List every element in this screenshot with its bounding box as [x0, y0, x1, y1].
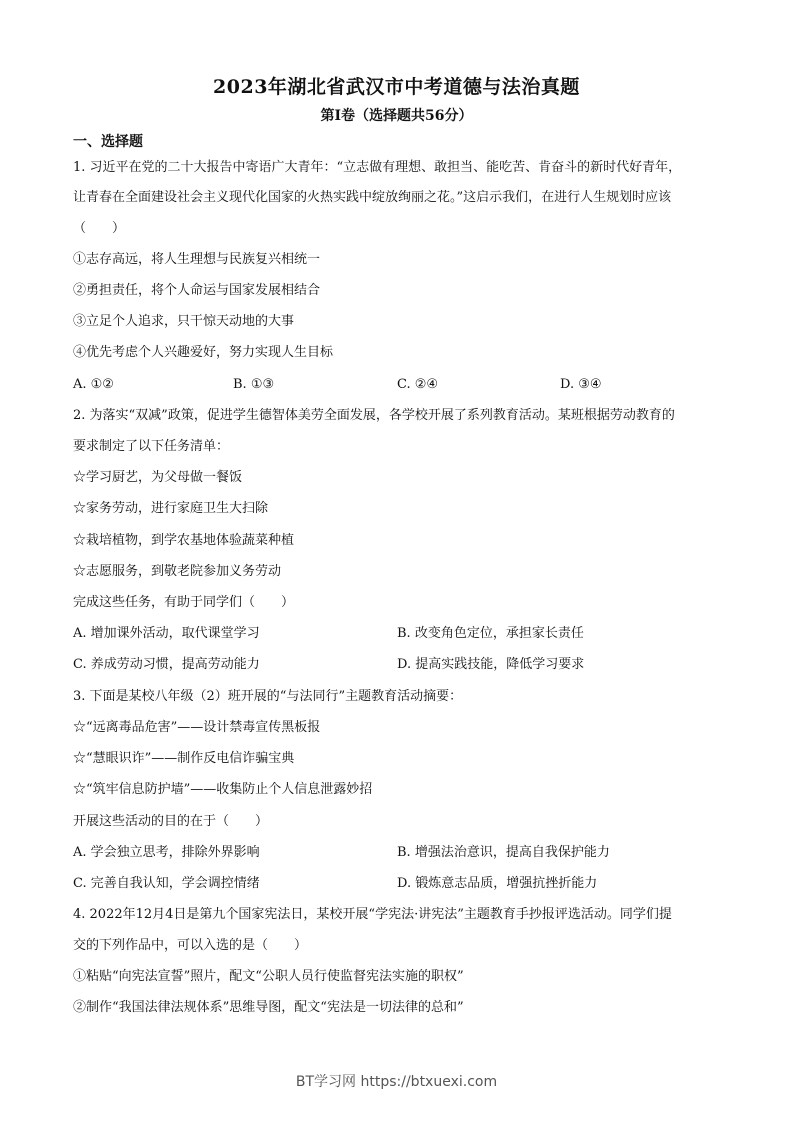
question-4-statement-2: ②制作“我国法律法规体系”思维导图，配文“宪法是一切法律的总和” [73, 1000, 464, 1015]
question-2-option-c: C. 养成劳动习惯，提高劳动能力 [73, 657, 260, 672]
question-3-activity-1: ☆“远离毒品危害”——设计禁毒宣传黑板报 [73, 720, 321, 735]
question-2-task-1: ☆学习厨艺，为父母做一餐饭 [73, 470, 243, 485]
question-1-line-2: 让青春在全面建设社会主义现代化国家的火热实践中绽放绚丽之花。”这启示我们，在进行人生规划时应该 [73, 190, 672, 205]
question-1-option-c: C. ②④ [397, 377, 439, 392]
question-3-option-a: A. 学会独立思考，排除外界影响 [73, 845, 260, 860]
question-1-statement-1: ①志存高远，将人生理想与民族复兴相统一 [73, 252, 321, 267]
question-1-option-a: A. ①② [73, 377, 114, 392]
question-2-option-a: A. 增加课外活动，取代课堂学习 [73, 626, 260, 641]
question-2-task-3: ☆栽培植物，到学农基地体验蔬菜种植 [73, 533, 295, 548]
question-2-option-b: B. 改变角色定位，承担家长责任 [397, 626, 584, 641]
question-3-line-1: 3. 下面是某校八年级（2）班开展的“与法同行”主题教育活动摘要： [73, 689, 463, 704]
question-1-option-d: D. ③④ [560, 377, 602, 392]
question-1-statement-2: ②勇担责任，将个人命运与国家发展相结合 [73, 283, 321, 298]
question-2-prompt: 完成这些任务，有助于同学们（ ） [73, 595, 295, 610]
watermark-footer: BT学习网 https://btxuexi.com [295, 1074, 498, 1090]
question-2-line-2: 要求制定了以下任务清单： [73, 439, 230, 454]
question-2-option-d: D. 提高实践技能，降低学习要求 [397, 657, 585, 672]
question-1-line-1: 1. 习近平在党的二十大报告中寄语广大青年：“立志做有理想、敢担当、能吃苦、肯奋斗的新时代好青年， [73, 160, 682, 175]
question-1-statement-3: ③立足个人追求，只干惊天动地的大事 [73, 314, 295, 329]
question-3-activity-2: ☆“慧眼识诈”——制作反电信诈骗宝典 [73, 751, 295, 766]
question-4-statement-1: ①粘贴“向宪法宣誓”照片，配文“公职人员行使监督宪法实施的职权” [73, 969, 464, 984]
question-3-prompt: 开展这些活动的目的在于（ ） [73, 814, 269, 829]
question-3-option-c: C. 完善自我认知，学会调控情绪 [73, 876, 260, 891]
question-3-option-d: D. 锻炼意志品质，增强抗挫折能力 [397, 876, 598, 891]
question-2-task-4: ☆志愿服务，到敬老院参加义务劳动 [73, 564, 282, 579]
question-1-option-b: B. ①③ [233, 377, 275, 392]
question-3-activity-3: ☆“筑牢信息防护墙”——收集防止个人信息泄露妙招 [73, 782, 373, 797]
question-3-option-b: B. 增强法治意识，提高自我保护能力 [397, 845, 610, 860]
question-1-statement-4: ④优先考虑个人兴趣爱好，努力实现人生目标 [73, 345, 334, 360]
question-2-task-2: ☆家务劳动，进行家庭卫生大扫除 [73, 501, 269, 516]
question-4-line-1: 4. 2022年12月4日是第九个国家宪法日，某校开展“学宪法·讲宪法”主题教育手抄报评选活动。同学们提 [73, 907, 672, 922]
question-2-line-1: 2. 为落实“双减”政策，促进学生德智体美劳全面发展，各学校开展了系列教育活动。某班根据劳动教育的 [73, 408, 675, 423]
page-title: 2023年湖北省武汉市中考道德与法治真题 [213, 76, 580, 98]
question-1-line-3: （ ） [73, 221, 126, 236]
section-heading: 一、选择题 [73, 134, 143, 150]
page-subtitle: 第I卷（选择题共56分） [320, 108, 473, 124]
question-4-line-2: 交的下列作品中，可以入选的是（ ） [73, 938, 308, 953]
